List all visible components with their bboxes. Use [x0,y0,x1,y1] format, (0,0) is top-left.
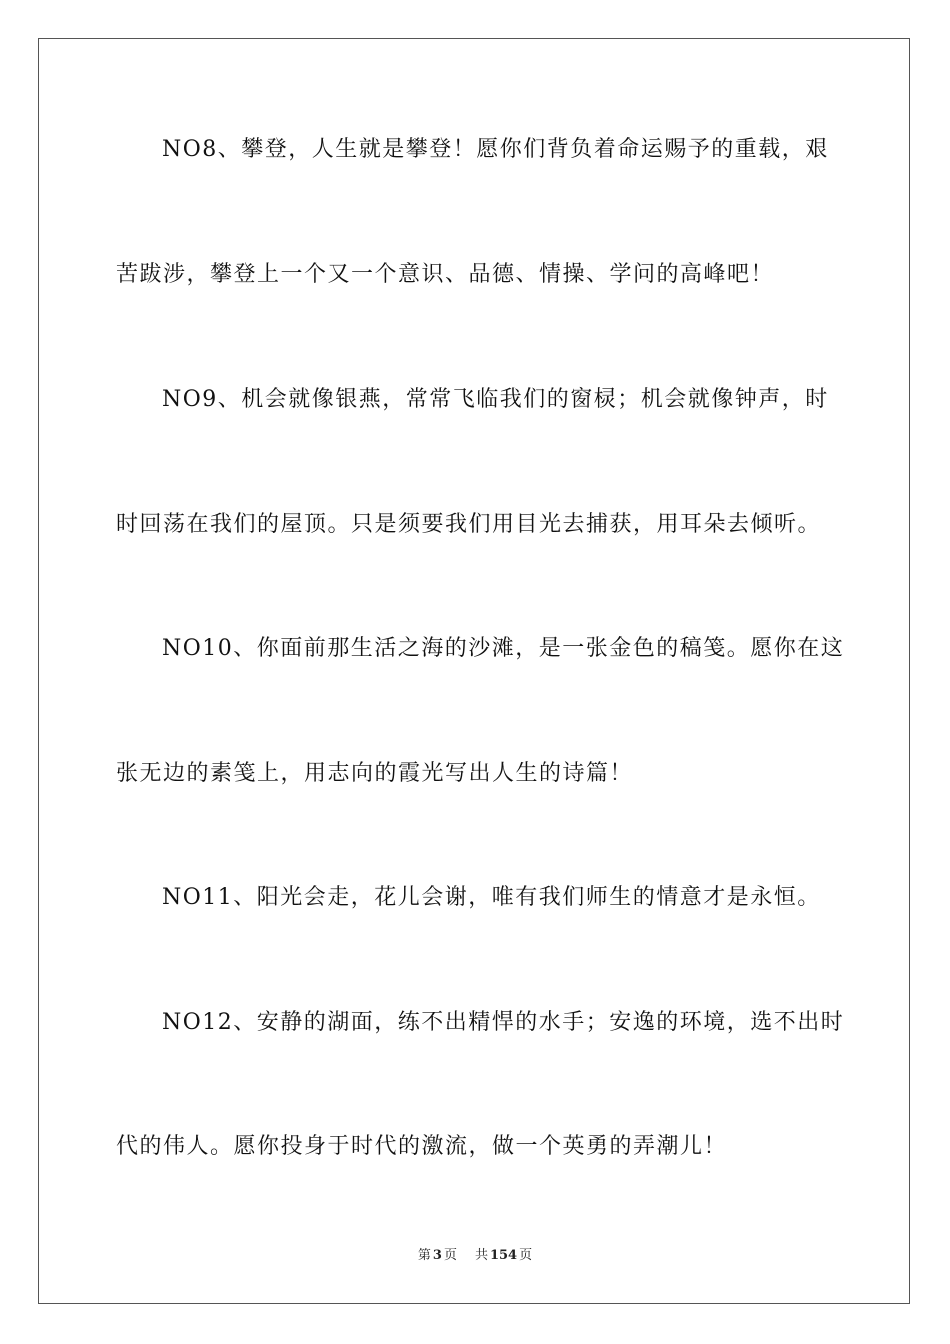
paragraph-no11-line-1: NO11、阳光会走，花儿会谢，唯有我们师生的情意才是永恒。 [162,885,821,910]
paragraph-no12-line-1: NO12、安静的湖面，练不出精悍的水手；安逸的环境，选不出时 [162,1010,845,1035]
total-pages: 154 [489,1248,518,1263]
page-footer [0,1248,950,1264]
paragraph-no10-line-1: NO10、你面前那生活之海的沙滩，是一张金色的稿笺。愿你在这 [162,636,845,661]
total-prefix: 共 [474,1248,488,1263]
page-border [38,38,910,1304]
paragraph-no9-line-1: NO9、机会就像银燕，常常飞临我们的窗棂；机会就像钟声，时 [162,387,829,412]
page-suffix: 页 [443,1248,457,1263]
paragraph-no12-line-2: 代的伟人。愿你投身于时代的激流，做一个英勇的弄潮儿！ [116,1134,728,1159]
paragraph-no8-line-1: NO8、攀登，人生就是攀登！愿你们背负着命运赐予的重载，艰 [162,137,829,162]
total-suffix: 页 [519,1248,533,1263]
paragraph-no10-line-2: 张无边的素笺上，用志向的霞光写出人生的诗篇！ [116,761,634,786]
paragraph-no8-line-2: 苦跋涉，攀登上一个又一个意识、品德、情操、学问的高峰吧！ [116,262,775,287]
page-prefix: 第 [417,1248,431,1263]
paragraph-no9-line-2: 时回荡在我们的屋顶。只是须要我们用目光去捕获，用耳朵去倾听。 [116,512,822,537]
page-number: 3 [432,1248,442,1263]
